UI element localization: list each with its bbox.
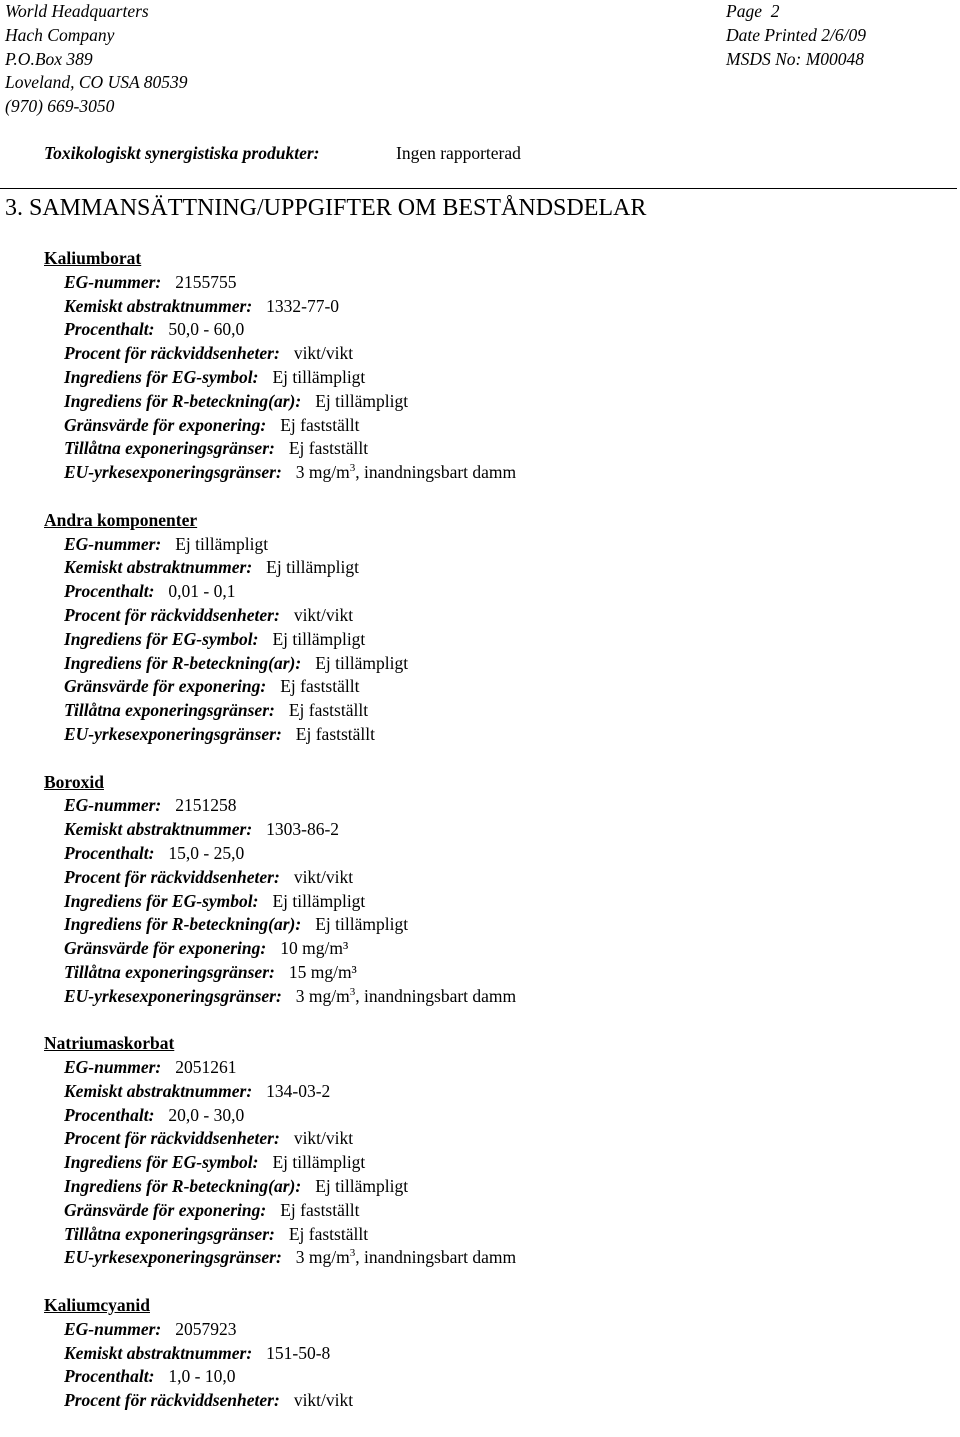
field-row bbox=[44, 461, 944, 485]
field-label: EG-nummer: bbox=[64, 795, 162, 816]
field-value: Ej fastställt bbox=[280, 1199, 360, 1220]
component-block bbox=[44, 1032, 944, 1270]
field-row bbox=[44, 818, 944, 842]
field-row bbox=[44, 1389, 944, 1413]
field-row bbox=[44, 794, 944, 818]
field-label: Ingrediens för R-beteckning(ar): bbox=[64, 1176, 302, 1197]
field-value: 1303-86-2 bbox=[266, 819, 340, 840]
field-value: 2151258 bbox=[175, 795, 237, 816]
field-value: vikt/vikt bbox=[293, 604, 354, 625]
field-row bbox=[44, 414, 944, 438]
field-label: Ingrediens för R-beteckning(ar): bbox=[64, 652, 302, 673]
field-value: vikt/vikt bbox=[293, 1390, 354, 1411]
field-value: 10 mg/m³ bbox=[280, 938, 349, 959]
field-value: 2155755 bbox=[175, 271, 237, 292]
document-info-block bbox=[726, 0, 866, 71]
field-value: Ej fastställt bbox=[288, 700, 369, 721]
field-value: Ej fastställt bbox=[295, 723, 376, 744]
field-row bbox=[44, 437, 944, 461]
field-label: Kemiskt abstraktnummer: bbox=[64, 557, 253, 578]
field-value: Ej tillämpligt bbox=[272, 628, 366, 649]
field-label: Tillåtna exponeringsgränser: bbox=[64, 1223, 275, 1244]
field-value: 20,0 - 30,0 bbox=[168, 1104, 245, 1125]
field-label: EU-yrkesexponeringsgränser: bbox=[64, 723, 282, 744]
field-value: 15,0 - 25,0 bbox=[168, 842, 245, 863]
field-label: Procent för räckviddsenheter: bbox=[64, 1390, 280, 1411]
unit-superscript: 3 bbox=[349, 1247, 356, 1260]
field-label: Ingrediens för R-beteckning(ar): bbox=[64, 914, 302, 935]
msds-number: MSDS No: M00048 bbox=[726, 48, 865, 69]
date-printed: Date Printed 2/6/09 bbox=[726, 24, 866, 45]
field-label: Tillåtna exponeringsgränser: bbox=[64, 961, 275, 982]
field-row bbox=[44, 1056, 944, 1080]
field-label: Ingrediens för EG-symbol: bbox=[64, 366, 259, 387]
field-label: Kemiskt abstraktnummer: bbox=[64, 295, 253, 316]
field-value: 15 mg/m³ bbox=[288, 961, 357, 982]
field-label: Ingrediens för EG-symbol: bbox=[64, 1152, 259, 1173]
field-row bbox=[44, 1127, 944, 1151]
field-label: EG-nummer: bbox=[64, 271, 162, 292]
field-value: Ej tillämpligt bbox=[315, 390, 409, 411]
field-value: Ej fastställt bbox=[280, 414, 360, 435]
field-row bbox=[44, 628, 944, 652]
field-row bbox=[44, 985, 944, 1009]
address-line: (970) 669-3050 bbox=[5, 96, 115, 117]
field-label: Ingrediens för R-beteckning(ar): bbox=[64, 390, 302, 411]
field-row bbox=[44, 937, 944, 961]
field-label: Gränsvärde för exponering: bbox=[64, 676, 267, 697]
field-value: Ej tillämpligt bbox=[272, 366, 366, 387]
field-label: Procenthalt: bbox=[64, 1104, 155, 1125]
field-value: 3 mg/m bbox=[295, 1247, 350, 1268]
unit-superscript: 3 bbox=[349, 985, 356, 998]
field-label: Procent för räckviddsenheter: bbox=[64, 866, 280, 887]
field-row bbox=[44, 961, 944, 985]
field-label: EU-yrkesexponeringsgränser: bbox=[64, 985, 282, 1006]
field-value: Ej tillämpligt bbox=[175, 533, 269, 554]
page-number: Page 2 bbox=[726, 1, 780, 21]
field-row bbox=[44, 366, 944, 390]
field-label: Tillåtna exponeringsgränser: bbox=[64, 438, 275, 459]
component-name: Boroxid bbox=[44, 771, 104, 792]
component-block bbox=[44, 1294, 944, 1413]
field-value: 1332-77-0 bbox=[266, 295, 340, 316]
toxicology-label: Toxikologiskt synergistiska produkter: bbox=[44, 143, 320, 163]
field-row bbox=[44, 556, 944, 580]
field-value: 3 mg/m bbox=[295, 985, 350, 1006]
field-value: Ej tillämpligt bbox=[266, 557, 359, 578]
field-label: Procenthalt: bbox=[64, 842, 155, 863]
field-value: 3 mg/m bbox=[295, 462, 350, 483]
field-value: vikt/vikt bbox=[293, 343, 354, 364]
field-value: Ej fastställt bbox=[288, 1223, 369, 1244]
field-row bbox=[44, 652, 944, 676]
field-value: Ej fastställt bbox=[280, 676, 360, 697]
address-line: Loveland, CO USA 80539 bbox=[5, 72, 188, 93]
components-list bbox=[44, 247, 944, 1437]
company-address-block bbox=[5, 0, 187, 119]
field-row bbox=[44, 1151, 944, 1175]
field-value: Ej tillämpligt bbox=[315, 914, 409, 935]
field-label: Procent för räckviddsenheter: bbox=[64, 1128, 280, 1149]
field-row bbox=[44, 1223, 944, 1247]
unit-superscript: 3 bbox=[349, 462, 356, 475]
field-value: 2057923 bbox=[175, 1318, 237, 1339]
component-block bbox=[44, 771, 944, 1009]
field-label: Kemiskt abstraktnummer: bbox=[64, 1080, 253, 1101]
field-row bbox=[44, 342, 944, 366]
field-label: Procenthalt: bbox=[64, 1366, 155, 1387]
field-row bbox=[44, 271, 944, 295]
field-row bbox=[44, 1318, 944, 1342]
field-label: EG-nummer: bbox=[64, 1318, 162, 1339]
field-row bbox=[44, 675, 944, 699]
field-row bbox=[44, 1080, 944, 1104]
field-value: 0,01 - 0,1 bbox=[168, 581, 236, 602]
field-row bbox=[44, 295, 944, 319]
field-row bbox=[44, 1342, 944, 1366]
field-value: 151-50-8 bbox=[266, 1342, 331, 1363]
field-value: Ej tillämpligt bbox=[272, 890, 366, 911]
toxicology-value: Ingen rapporterad bbox=[396, 143, 521, 163]
field-row bbox=[44, 1175, 944, 1199]
field-label: Procent för räckviddsenheter: bbox=[64, 343, 280, 364]
component-block bbox=[44, 509, 944, 747]
field-row bbox=[44, 699, 944, 723]
field-label: Ingrediens för EG-symbol: bbox=[64, 890, 259, 911]
section-divider bbox=[0, 188, 957, 189]
field-row bbox=[44, 1246, 944, 1270]
component-name: Kaliumborat bbox=[44, 248, 142, 268]
field-row bbox=[44, 390, 944, 414]
component-block bbox=[44, 247, 944, 485]
field-value: 2051261 bbox=[175, 1057, 237, 1078]
field-row bbox=[44, 318, 944, 342]
field-value: 134-03-2 bbox=[266, 1080, 331, 1101]
field-label: Procenthalt: bbox=[64, 581, 155, 602]
component-name: Natriumaskorbat bbox=[44, 1033, 175, 1054]
field-label: Ingrediens för EG-symbol: bbox=[64, 628, 259, 649]
field-label: EG-nummer: bbox=[64, 1057, 162, 1078]
field-value-suffix: , inandningsbart damm bbox=[355, 985, 517, 1006]
toxicology-row bbox=[44, 142, 521, 166]
field-value: 50,0 - 60,0 bbox=[168, 319, 245, 340]
component-name: Kaliumcyanid bbox=[44, 1295, 150, 1316]
field-value-suffix: , inandningsbart damm bbox=[355, 462, 517, 483]
field-row bbox=[44, 890, 944, 914]
field-row bbox=[44, 842, 944, 866]
field-row bbox=[44, 913, 944, 937]
field-row bbox=[44, 866, 944, 890]
field-row bbox=[44, 533, 944, 557]
address-line: Hach Company bbox=[5, 24, 115, 45]
field-label: Procent för räckviddsenheter: bbox=[64, 604, 280, 625]
field-label: Gränsvärde för exponering: bbox=[64, 414, 267, 435]
field-label: Gränsvärde för exponering: bbox=[64, 1199, 267, 1220]
component-name: Andra komponenter bbox=[44, 509, 198, 530]
field-value: vikt/vikt bbox=[293, 866, 354, 887]
field-label: Kemiskt abstraktnummer: bbox=[64, 1342, 253, 1363]
field-row bbox=[44, 723, 944, 747]
field-label: EG-nummer: bbox=[64, 533, 162, 554]
field-label: EU-yrkesexponeringsgränser: bbox=[64, 1247, 282, 1268]
address-line: P.O.Box 389 bbox=[5, 48, 93, 69]
field-value: Ej tillämpligt bbox=[315, 1176, 409, 1197]
address-line: World Headquarters bbox=[5, 1, 149, 21]
field-value: Ej tillämpligt bbox=[272, 1152, 366, 1173]
field-label: Gränsvärde för exponering: bbox=[64, 938, 267, 959]
field-value: 1,0 - 10,0 bbox=[168, 1366, 236, 1387]
field-label: EU-yrkesexponeringsgränser: bbox=[64, 462, 282, 483]
field-label: Procenthalt: bbox=[64, 319, 155, 340]
field-value: Ej fastställt bbox=[288, 438, 369, 459]
field-value: Ej tillämpligt bbox=[315, 652, 409, 673]
section-title: 3. SAMMANSÄTTNING/UPPGIFTER OM BESTÅNDSDELAR bbox=[5, 195, 647, 221]
field-row bbox=[44, 580, 944, 604]
field-row bbox=[44, 1199, 944, 1223]
field-row bbox=[44, 1104, 944, 1128]
field-row bbox=[44, 1365, 944, 1389]
field-value-suffix: , inandningsbart damm bbox=[355, 1247, 517, 1268]
field-value: vikt/vikt bbox=[293, 1128, 354, 1149]
field-label: Tillåtna exponeringsgränser: bbox=[64, 700, 275, 721]
field-row bbox=[44, 604, 944, 628]
field-label: Kemiskt abstraktnummer: bbox=[64, 819, 253, 840]
